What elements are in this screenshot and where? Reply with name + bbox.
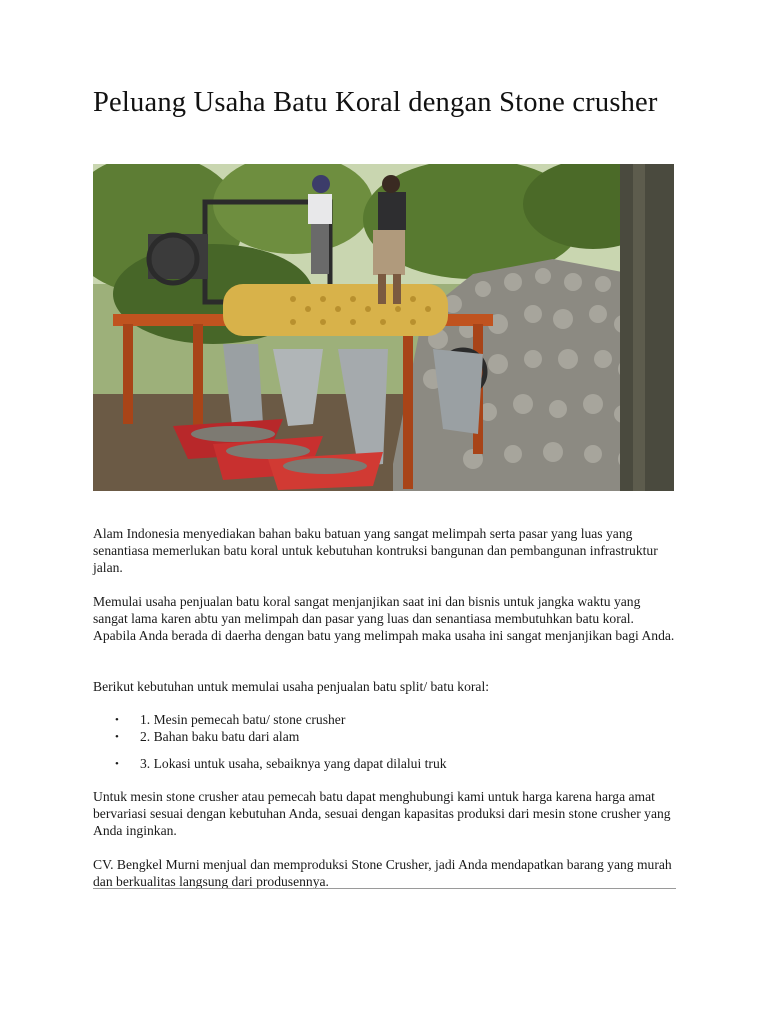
list-item [93, 729, 676, 746]
list-item-text: 3. Lokasi untuk usaha, sebaiknya yang dapat dilalui truk [140, 755, 447, 771]
bullet-icon: • [115, 757, 119, 770]
list-item [93, 756, 676, 773]
page-title: Peluang Usaha Batu Koral dengan Stone crusher [93, 87, 658, 118]
list-item-text: 2. Bahan baku batu dari alam [140, 728, 300, 744]
paragraph-requirements-intro: Berikut kebutuhan untuk memulai usaha penjualan batu split/ batu koral: [93, 679, 490, 694]
paragraph-company: CV. Bengkel Murni menjual dan memproduksi Stone Crusher, jadi Anda mendapatkan barang yang murah dan berkualitas langsung dari produsennya. [93, 857, 672, 889]
requirements-list [93, 712, 676, 772]
paragraph-contact: Untuk mesin stone crusher atau pemecah batu dapat menghubungi kami untuk harga karena harga amat bervariasi sesuai dengan kebutuhan Anda, sesuai dengan kapasitas produksi dari mesin stone crusher yang Anda inginkan. [93, 789, 671, 838]
stone-crusher-photo [93, 164, 674, 491]
bullet-icon: • [115, 714, 119, 726]
paragraph-intro: Alam Indonesia menyediakan bahan baku batuan yang sangat melimpah serta pasar yang luas yang senantiasa memerlukan batu koral untuk kebutuhan kontruksi bangunan dan pembangunan infrastruktur jalan. [93, 526, 658, 575]
paragraph-business: Memulai usaha penjualan batu koral sangat menjanjikan saat ini dan bisnis untuk jangka waktu yang sangat lama karen abtu yan melimpah dan pasar yang luas dan senantiasa membutuhkan batu koral. Apabila Anda berada di daerha dengan batu yang melimpah maka usaha ini sangat menjanjikan bagi Anda. [93, 594, 675, 643]
horizontal-divider [93, 888, 676, 889]
bullet-icon: • [115, 730, 119, 743]
list-item-text: 1. Mesin pemecah batu/ stone crusher [140, 712, 346, 727]
list-item [93, 712, 676, 729]
